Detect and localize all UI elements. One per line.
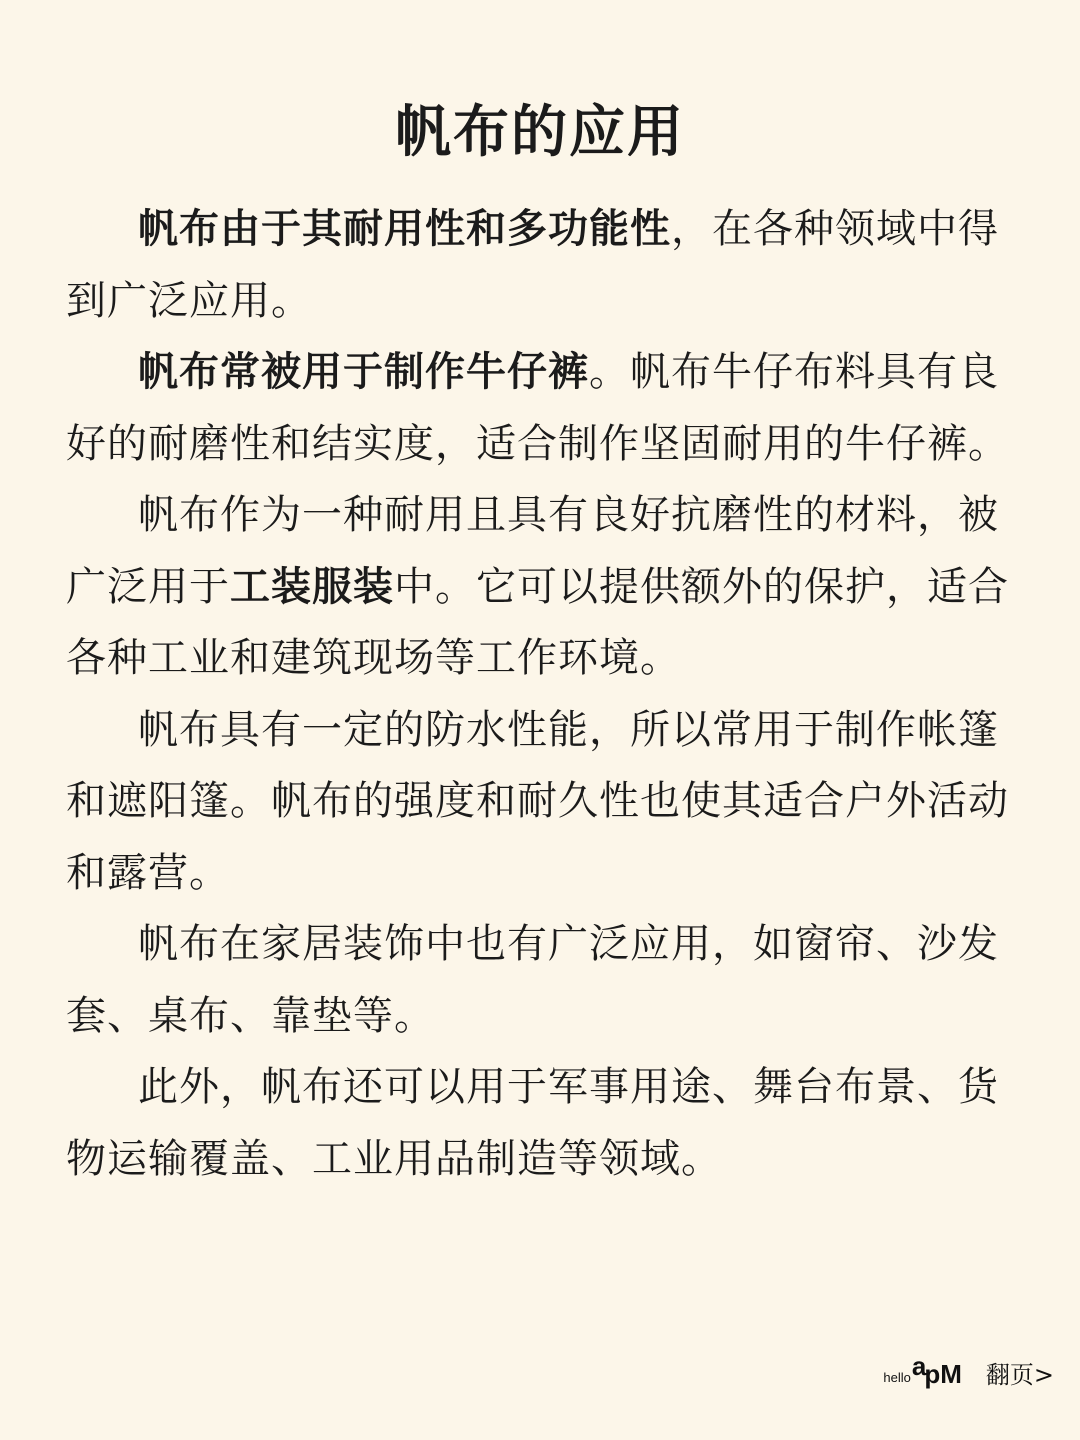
- bold-phrase: 帆布由于其耐用性和多功能性: [138, 206, 671, 252]
- paragraph-text: 帆布作为一种耐用且具有良好抗磨性的材料，被广泛用于: [66, 492, 999, 610]
- next-page-button[interactable]: 翻页>: [985, 1361, 1054, 1389]
- paragraph-jeans: [66, 337, 1024, 480]
- paragraph-other-uses: [66, 1052, 1024, 1195]
- brand-pm: pM: [924, 1359, 962, 1389]
- paragraph-text: 帆布具有一定的防水性能，所以常用于制作帐篷和遮阳篷。帆布的强度和耐久性也使其适合户外活动和露营。: [66, 706, 1009, 896]
- paragraph-workwear: [66, 480, 1024, 695]
- paragraph-intro: [66, 194, 1024, 337]
- brand-logo: [883, 1351, 962, 1390]
- paragraph-text: 中。它可以提供额外的保护，适合各种工业和建筑现场等工作环境。: [66, 563, 1009, 681]
- bold-phrase: 帆布常被用于制作牛仔裤: [138, 349, 589, 395]
- brand-hello: hello: [883, 1370, 911, 1385]
- brand-a: a: [911, 1351, 927, 1381]
- paragraph-text: 帆布在家居装饰中也有广泛应用，如窗帘、沙发套、桌布、靠垫等。: [66, 921, 999, 1039]
- paragraph-tents: [66, 695, 1024, 910]
- paragraph-text: ，在各种领域中得到广泛应用。: [66, 206, 999, 324]
- bold-phrase: 工装服装: [230, 563, 394, 610]
- paragraph-home-decor: [66, 909, 1024, 1052]
- paragraph-text: 。帆布牛仔布料具有良好的耐磨性和结实度，适合制作坚固耐用的牛仔裤。: [66, 349, 1009, 467]
- page-title: 帆布的应用: [395, 100, 685, 165]
- article-body: [66, 194, 1024, 1195]
- paragraph-text: 此外，帆布还可以用于军事用途、舞台布景、货物运输覆盖、工业用品制造等领域。: [66, 1064, 999, 1182]
- footer: [883, 1351, 1054, 1390]
